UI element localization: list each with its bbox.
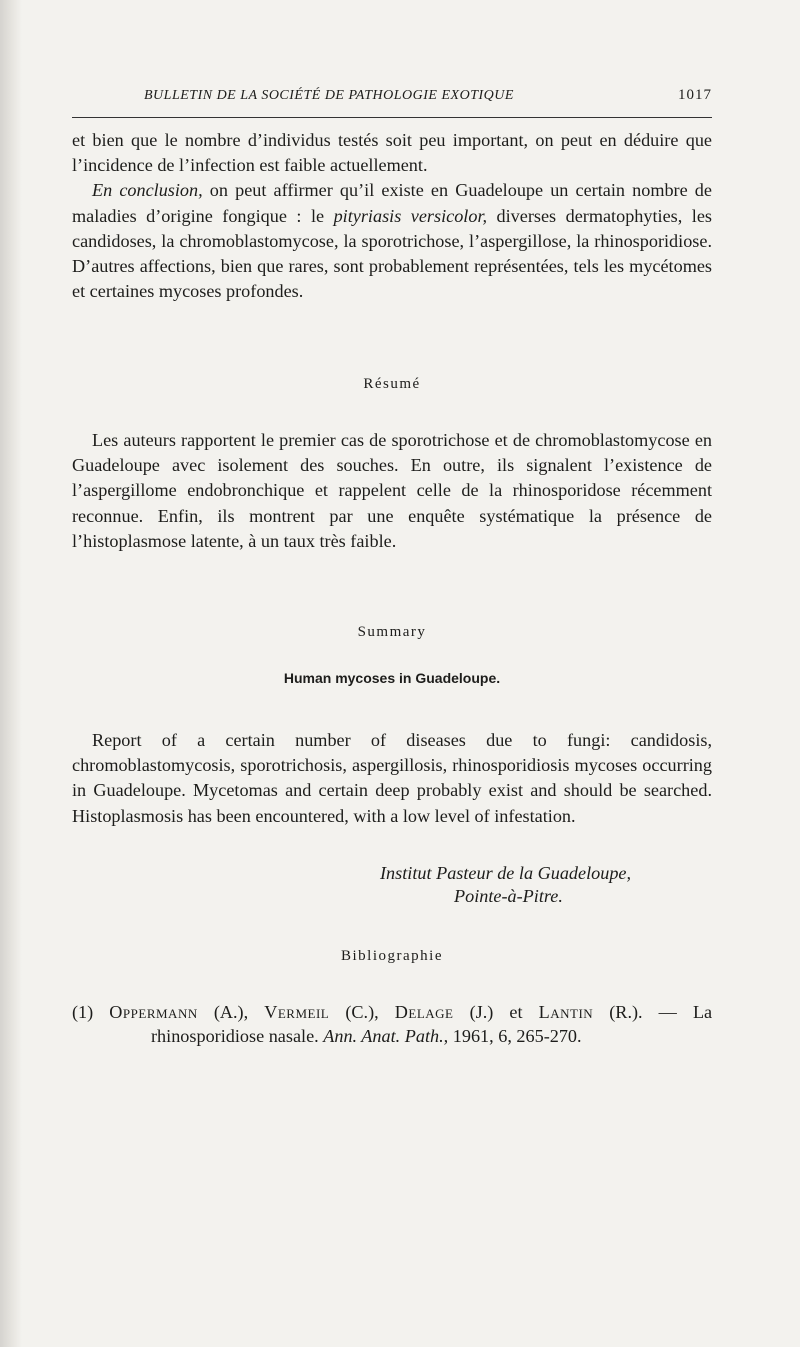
affiliation-line-1: Institut Pasteur de la Guadeloupe, (380, 863, 632, 883)
bibliography-entry (72, 1000, 712, 1024)
entry-dash: — (658, 1002, 677, 1022)
body-paragraph-1: et bien que le nombre d’individus testés soit peu important, on peut en déduire que l’incidence de l’infection est faible actuellement. (72, 130, 712, 176)
author-initial: (A.), (213, 1002, 249, 1022)
affiliation-line-2: Pointe-à-Pitre. (454, 886, 563, 906)
resume-paragraph: Les auteurs rapportent le premier cas de sporotrichose et de chromoblastomycose en Guadeloupe avec isolement des souches. En outre, ils signalent l’existence de l’aspergillome endobronchique et rappelent celle de la rhinosporidose récemment reconnue. Enfin, ils montrent par une enquête systématique la présence de l’histoplasmose latente, à un taux très faible. (72, 430, 712, 551)
summary-subtitle: Human mycoses in Guadeloupe. (283, 670, 501, 686)
species-name: pityriasis versicolor, (333, 205, 488, 226)
author-conjunction: et (509, 1002, 523, 1022)
journal-title: BULLETIN DE LA SOCIÉTÉ DE PATHOLOGIE EXOTIQUE (144, 88, 514, 103)
resume-section (72, 428, 712, 554)
entry-title-start: La (692, 1002, 713, 1022)
bibliography-entry-continuation (72, 1024, 712, 1048)
conclusion-lead: En conclusion, (92, 180, 203, 201)
conclusion-paragraph (72, 178, 712, 304)
conclusion-text-a: on peut affirmer qu’il existe en Guadeloupe un certain nombre de maladies d’origine fongique : le (72, 180, 712, 226)
running-header (72, 86, 712, 110)
page-number: 1017 (678, 87, 712, 103)
summary-section (72, 728, 712, 829)
entry-details: 1961, 6, 265-270. (452, 1026, 582, 1046)
bibliography-list (72, 1000, 712, 1048)
author-name: Oppermann (109, 1002, 198, 1022)
author-name: Delage (394, 1002, 454, 1022)
author-initial: (C.), (345, 1002, 379, 1022)
author-initial: (R.). (609, 1002, 643, 1022)
conclusion-text-b: diverses dermatophyties, les candidoses, la chromoblastomycose, la sporotrichose, l’aspergillose, la rhinosporidiose. D’autres affections, bien que rares, sont probablement représentées, tels les mycétomes et certaines mycoses profondes. (72, 205, 712, 302)
entry-journal: Ann. Anat. Path., (323, 1026, 449, 1046)
resume-heading (72, 376, 712, 393)
entry-title-end: rhinosporidiose nasale. (151, 1026, 319, 1046)
summary-heading (72, 624, 712, 641)
body-text (72, 128, 712, 304)
author-name: Lantin (538, 1002, 594, 1022)
header-rule (72, 117, 712, 118)
bibliography-heading (72, 948, 712, 965)
resume-heading-text: Résumé (363, 376, 421, 392)
page-spine-shadow (0, 0, 22, 1347)
author-name: Vermeil (264, 1002, 330, 1022)
summary-paragraph: Report of a certain number of diseases due to fungi: candidosis, chromoblastomycosis, sporotrichosis, aspergillosis, rhinosporidiosis mycoses occurring in Guadeloupe. Mycetomas and certain deep probably exist and should be searched. Histoplasmosis has been encountered, with a low level of infestation. (72, 730, 712, 826)
bibliography-heading-text: Bibliographie (341, 948, 443, 964)
entry-number: (1) (72, 1002, 94, 1022)
summary-heading-text: Summary (357, 624, 427, 640)
author-initial: (J.) (469, 1002, 494, 1022)
